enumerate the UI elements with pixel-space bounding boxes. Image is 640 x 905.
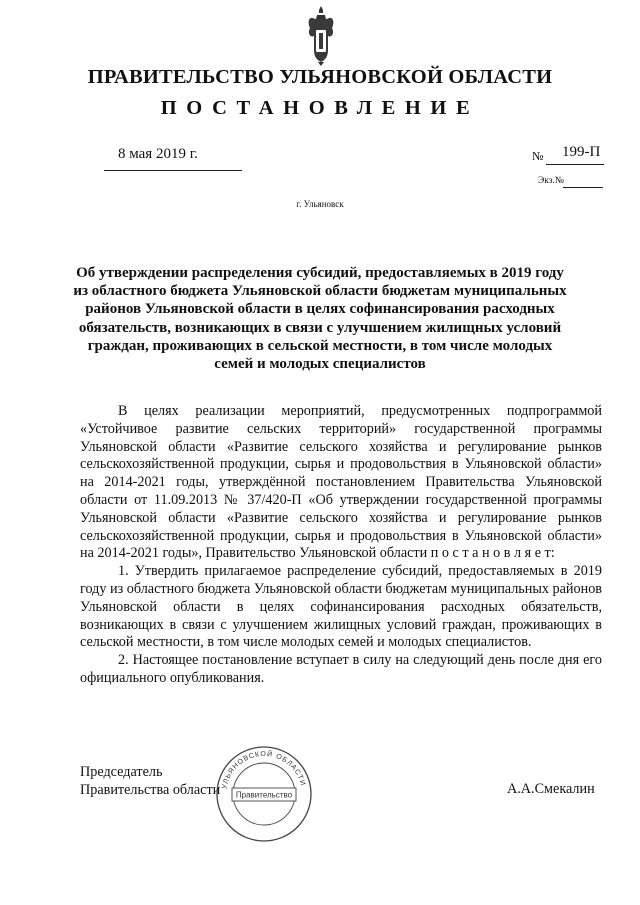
document-body [80,403,602,688]
number-underline [546,164,604,165]
preamble-text: В целях реализации мероприятий, предусмотренных подпрограммой «Устойчивое развитие сельских территорий» государственной программы Ульяновской области «Развитие сельского хозяйства и регулирование рынков сельскохозяйственной продукции, сырья и продовольствия в Ульяновской области» на 2014-2021 годы, утверждённой постановлением Правительства Ульяновской области от 11.09.2013 № 37/420-П «Об утверждении государственной программы Ульяновской области «Развитие сельского хозяйства и регулирование рынков сельскохозяйственной продукции, сырья и продовольствия в Ульяновской области» на 2014-2021 годы», Правительство Ульяновской области [80,403,602,562]
position-line-2: Правительства области [80,782,221,798]
coat-of-arms-icon [307,6,335,66]
document-type-title: ПОСТАНОВЛЕНИЕ [160,97,480,119]
item-2-paragraph: 2. Настоящее постановление вступает в силу на следующий день после дня его официального опубликования. [80,652,602,686]
organization-title: ПРАВИТЕЛЬСТВО УЛЬЯНОВСКОЙ ОБЛАСТИ [87,66,553,88]
position-line-1: Председатель [80,764,163,780]
number-sign: № [532,149,544,163]
document-title: Об утверждении распределения субсидий, предоставляемых в 2019 году из областного бюджета Ульяновской области бюджетам муниципальных районов Ульяновской области в целях софинансирования расходных обязательств, возникающих в связи с улучшением жилищных условий граждан, проживающих в сельской местности, в том числе молодых семей и молодых специалистов [73,265,567,373]
official-seal-stamp [214,744,314,844]
city-label: г. Ульяновск [296,199,344,209]
decree-word: п о с т а н о в л я е т: [430,545,555,562]
document-number: 199-П [562,144,601,160]
document-date: 8 мая 2019 г. [118,146,198,162]
copy-number-label: Экз.№ [538,176,564,186]
signatory-name: А.А.Смекалин [507,781,595,797]
seal-center-text: Правительство [235,790,293,800]
preamble-paragraph [80,403,602,563]
signatory-position [80,763,220,799]
item-1-paragraph: 1. Утвердить прилагаемое распределение субсидий, предоставляемых в 2019 году из областного бюджета Ульяновской области бюджетам муниципальных районов Ульяновской области в целях софинансирования расходных обязательств, возникающих в связи с улучшением жилищных условий граждан, проживающих в сельской местности, в том числе молодых семей и молодых специалистов. [80,563,602,651]
seal-ring-text: УЛЬЯНОВСКОЙ ОБЛАСТИ [221,750,307,790]
copy-number-underline [563,187,603,188]
date-underline [104,170,242,171]
